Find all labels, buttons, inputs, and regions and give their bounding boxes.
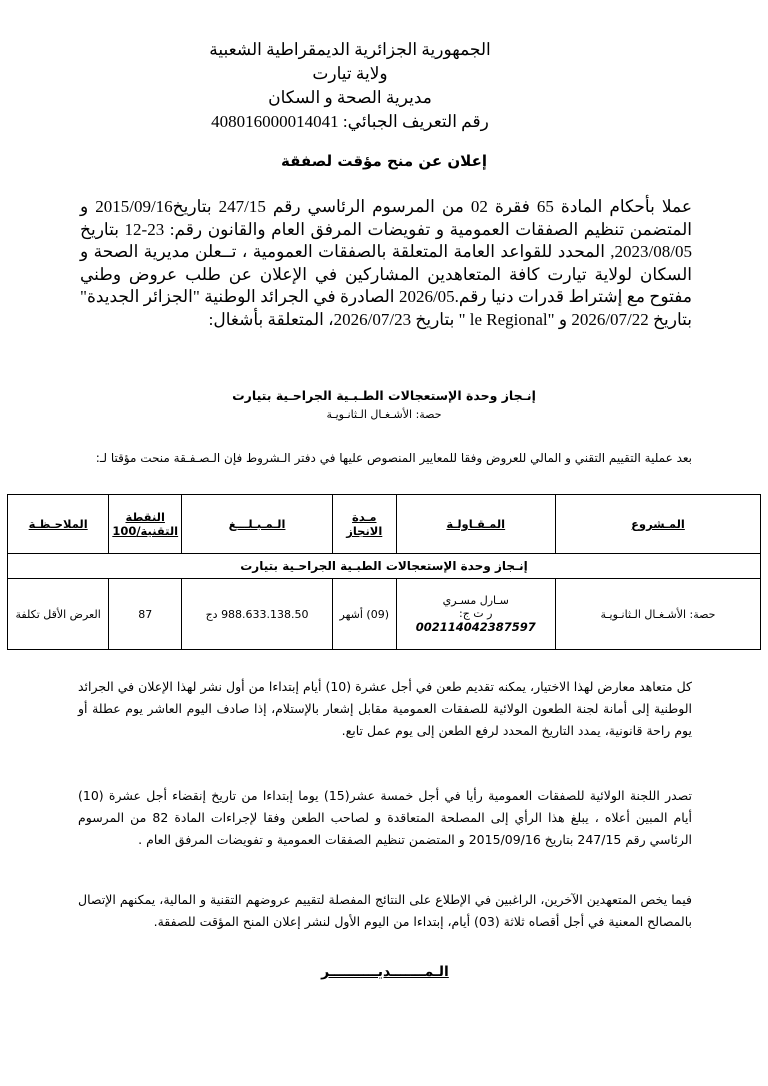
other-bidders-paragraph: فيما يخص المتعهدين الآخرين، الراغبين في الإطلاع على النتائج المفصلة لتقييم عروضهم التقنية و المالية، يمكنهم الإتصال بالمصالح المعنية في أجل أقصاه ثلاثة (03) أيام، إبتداءا من اليوم الأول لنشر إعلان المنح المؤقت للصفقة. — [78, 892, 692, 929]
appeal-paragraph: كل متعاهد معارض لهذا الاختيار، يمكنه تقديم طعن في أجل عشرة (10) أيام إبتداءا من أول نشر لهذا الإعلان في الجرائد الوطنية إلى أمانة لجنة الطعون الولائية للصفقات العمومية مقابل إشعار بالإستلام، إذا صادف اليوم العاشر يوم عطلة أو يوم راحة قانونية، يمدد التاريخ المحدد لرفع الطعن إلى يوم عمل تابع. — [78, 679, 692, 738]
header-score: النقطة التقنية/100 — [109, 495, 182, 554]
header-project: المـشروع — [555, 495, 760, 554]
intro-paragraph: عملا بأحكام المادة 65 فقرة 02 من المرسوم الرئاسي رقم 247/15 بتاريخ2015/09/16 و المتضمن تنظيم الصفقات العمومية و تفويضات المرفق العام والقانون رقم: 23-12 بتاريخ 2023/08/05, المحدد للقواعد العامة المتعلقة بالصفقات العمومية ، تــعلن مديرية الصحة و السكان لولاية تيارت كافة المتعاهدين المشاركين في الإعلان عن طلب عروض وطني مفتوح مع إشتراط قدرات دنيا رقم.2026/05 الصادرة في الجرائد الوطنية "الجزائر الجديدة" بتاريخ 2026/07/22 و "le Regional " بتاريخ 2026/07/23، المتعلقة بأشغال: — [80, 197, 692, 329]
directorate-name: مديرية الصحة و السكان — [268, 88, 432, 107]
contractor-nif: 002114042387597 — [415, 620, 536, 634]
table-group-row — [8, 554, 761, 579]
cell-score: 87 — [109, 579, 182, 650]
award-table — [7, 494, 761, 650]
contractor-name: سـارل مسـري — [442, 594, 509, 607]
lot-subtitle: حصة: الأشـغـال الـثانـويـة — [326, 408, 442, 421]
header-remarks: الملاحـظـة — [8, 495, 109, 554]
cell-duration: (09) أشهر — [332, 579, 396, 650]
director-signature: الـمـــــــديــــــــــر — [321, 964, 449, 980]
header-duration: مـدة الانجاز — [332, 495, 396, 554]
committee-paragraph: تصدر اللجنة الولائية للصفقات العمومية رأيا في أجل خمسة عشر(15) يوما إبتداءا من تاريخ إنقضاء أجل عشرة (10) أيام المبين أعلاه ، يبلغ هذا الرأي إلى المصلحة المتعاقدة و لصاحب الطعن وفقا لإجراءات المادة 82 من المرسوم الرئاسي رقم 247/15 بتاريخ 2015/09/16 و المتضمن تنظيم الصفقات العمومية و تفويضات المرفق العام . — [78, 788, 693, 847]
document-header — [150, 38, 550, 134]
table-header-row — [8, 495, 761, 554]
contractor-nif-label: ر ت ج: — [459, 607, 493, 620]
group-label: إنـجاز وحدة الإستعجالات الطبـية الجراحـية بتيارت — [8, 554, 761, 579]
header-amount: الـمـبـلـــغ — [182, 495, 333, 554]
project-title: إنـجاز وحدة الإستعجالات الطـبـية الجراحـية بتيارت — [232, 388, 536, 403]
header-contractor: المـقـاولـة — [396, 495, 555, 554]
cell-remarks: العرض الأقل تكلفة — [8, 579, 109, 650]
announcement-title: إعلان عن منح مؤقت لصفقة — [281, 152, 487, 170]
table-row — [8, 579, 761, 650]
cell-contractor — [396, 579, 555, 650]
tax-id-line: رقم التعريف الجبائي: 408016000014041 — [211, 112, 489, 131]
cell-project: حصة: الأشـغـال الـثانـويـة — [555, 579, 760, 650]
evaluation-paragraph: بعد عملية التقييم التقني و المالي للعروض وفقا للمعايير المنصوص عليها في دفتر الـشروط فإن الـصـفـقة منحت مؤقتا لـ: — [95, 451, 692, 465]
republic-name: الجمهورية الجزائرية الديمقراطية الشعبية — [209, 40, 491, 59]
cell-amount: 988.633.138.50 دج — [182, 579, 333, 650]
wilaya-name: ولاية تيارت — [312, 64, 388, 83]
